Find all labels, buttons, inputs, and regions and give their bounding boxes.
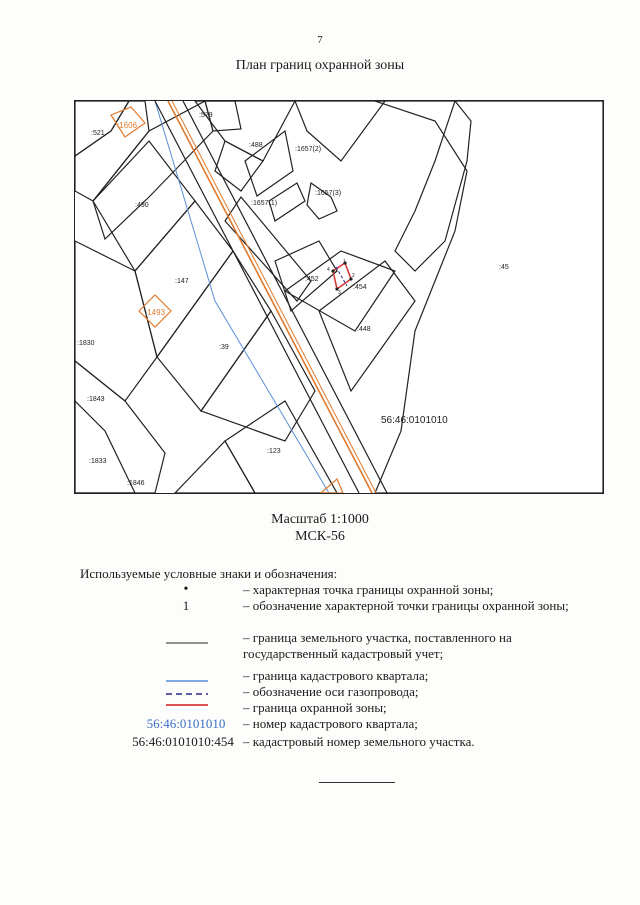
cadastral-quarter-label: 56:46:0101010 [381, 415, 448, 426]
legend-desc-point-label: – обозначение характерной точки границы охранной зоны; [243, 598, 569, 613]
parcel-label-39: :39 [219, 344, 229, 351]
orange-parcels [111, 107, 343, 493]
road [155, 101, 387, 493]
legend-desc-protection-zone: – граница охранной зоны; [243, 700, 387, 715]
legend-desc-quarter-number: – номер кадастрового квартала; [243, 716, 418, 731]
parcel-label-454: :454 [353, 284, 367, 291]
legend-desc-parcel-boundary: – граница земельного участка, поставленного на государственный кадастровый учет; [243, 630, 512, 661]
map-drawing [75, 101, 603, 493]
cadastral-map [74, 100, 604, 494]
map-scale: Масштаб 1:1000 [271, 512, 369, 527]
legend-desc-point: – характерная точка границы охранной зоны; [243, 582, 494, 597]
parcel-label-488: :488 [249, 142, 263, 149]
legend-symbol-quarter-number: 56:46:0101010 [146, 716, 226, 731]
parcel-label-452: :452 [305, 276, 319, 283]
protection-zone [331, 261, 352, 290]
document-title: План границ охранной зоны [235, 58, 405, 73]
legend-title: Используемые условные знаки и обозначения: [80, 566, 338, 581]
parcel-label-1846: :1846 [127, 480, 145, 487]
point-label-1: 1 [343, 259, 346, 265]
legend-desc-gas-axis: – обозначение оси газопровода; [243, 684, 419, 699]
parcel-label-1833: :1833 [89, 458, 107, 465]
red-line-icon [116, 700, 256, 716]
parcel-label-1493: :1493 [145, 308, 166, 317]
parcel-label-45: :45 [499, 264, 509, 271]
legend-symbol-parcel-boundary [116, 630, 256, 650]
page-number: 7 [317, 34, 323, 46]
legend-symbol-cadastral-number: 56:46:0101010:454 [132, 734, 234, 749]
parcel-label-1830: :1830 [77, 340, 95, 347]
parcel-label-1606: :1606 [117, 121, 138, 130]
parcel-label-490: :490 [135, 202, 149, 209]
parcel-label-1657-3: :1657(3) [315, 190, 342, 197]
parcel-label-521: :521 [91, 130, 105, 137]
black-line-icon [116, 630, 256, 646]
coordinate-system: МСК-56 [295, 529, 345, 544]
parcel-label-1657-1: :1657(1) [251, 200, 278, 207]
parcel-label-1657-2: :1657(2) [295, 146, 322, 153]
parcel-label-147: :147 [175, 278, 189, 285]
blue-line-icon [116, 668, 256, 684]
parcel-label-579: :579 [199, 112, 213, 119]
signature-line [319, 782, 395, 783]
cadastral-quarter-boundary [155, 101, 329, 493]
legend-desc-cadastral-number: – кадастровый номер земельного участка. [243, 734, 475, 749]
point-label-3: 3 [338, 290, 341, 296]
legend-symbol-point-label: 1 [182, 598, 190, 613]
legend-symbol-point: • [183, 582, 189, 597]
point-label-2: 2 [352, 273, 355, 279]
point-label-4: 4 [327, 267, 330, 273]
parcel-label-1843: :1843 [87, 396, 105, 403]
parcel-boundaries [75, 101, 603, 493]
parcel-label-448: :448 [357, 326, 371, 333]
parcel-label-123: :123 [267, 448, 281, 455]
legend-desc-quarter-boundary: – граница кадастрового квартала; [243, 668, 429, 683]
dashed-line-icon [116, 684, 256, 700]
